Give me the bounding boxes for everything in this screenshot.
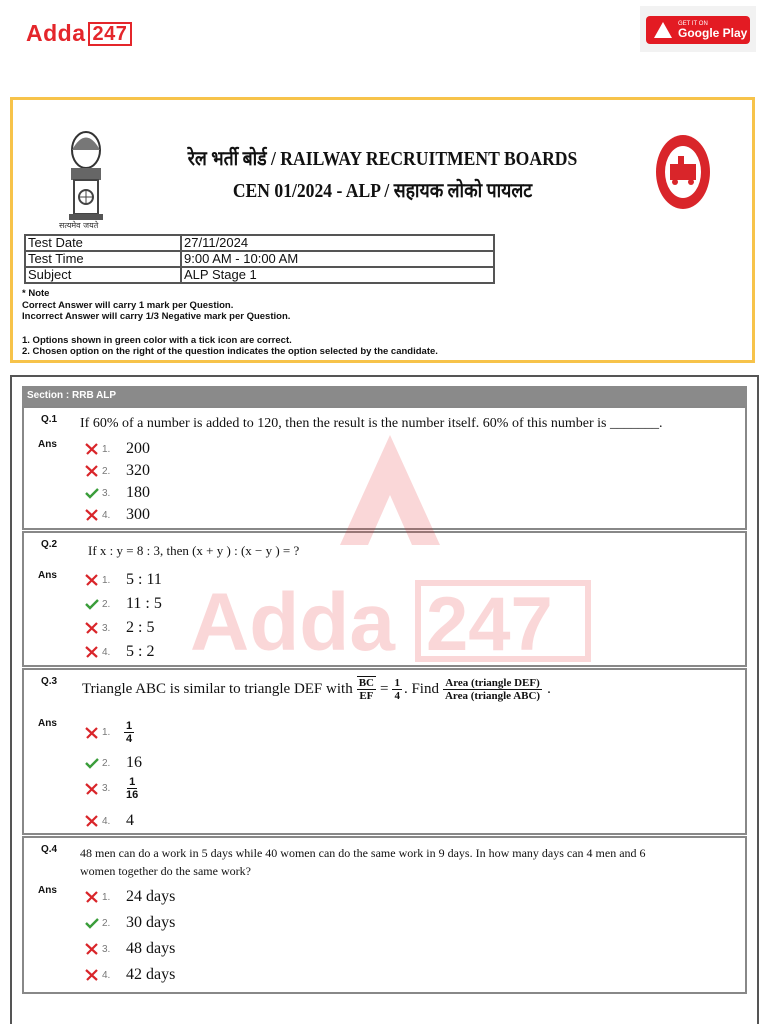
fraction-denominator: 16 [126, 789, 139, 801]
ans-label: Ans [38, 718, 57, 729]
note-line [22, 323, 438, 335]
option-number: 3. [102, 487, 111, 499]
fraction-area-ratio [443, 677, 542, 702]
note-line: Correct Answer will carry 1 mark per Question. [22, 299, 234, 311]
option-number: 2. [102, 757, 111, 769]
google-play-badge[interactable] [640, 6, 756, 52]
cross-icon [84, 968, 100, 982]
cross-icon [84, 726, 100, 740]
option-2 [84, 595, 162, 613]
cross-icon [84, 508, 100, 522]
option-number: 2. [102, 465, 111, 477]
adda247-logo[interactable] [26, 20, 132, 47]
ans-label: Ans [38, 570, 57, 581]
emblem-caption: सत्यमेव जयते [59, 221, 99, 230]
option-number: 3. [102, 943, 111, 955]
option-text: 5 : 11 [126, 571, 162, 588]
fraction-numerator: 1 [126, 720, 133, 732]
option-2 [84, 462, 150, 480]
option-text: 16 [126, 754, 142, 771]
option-text: 4 [126, 812, 134, 829]
option-text: 42 days [126, 966, 176, 983]
tick-icon [84, 916, 100, 930]
option-1 [84, 888, 175, 906]
option-fraction [124, 776, 140, 801]
exam-header [10, 97, 755, 363]
option-number: 4. [102, 646, 111, 658]
fraction-denominator: 4 [126, 733, 133, 745]
option-number: 3. [102, 783, 111, 794]
question-block-q2 [22, 531, 747, 667]
question-block-q3 [22, 668, 747, 835]
option-3 [84, 776, 142, 801]
option-number: 2. [102, 917, 111, 929]
fraction-numerator: 1 [394, 676, 400, 689]
option-text: 30 days [126, 914, 176, 931]
note-line: Incorrect Answer will carry 1/3 Negative mark per Question. [22, 311, 291, 322]
gplay-big-text: Google Play [678, 26, 748, 40]
question-text [82, 676, 551, 702]
option-4 [84, 643, 154, 661]
option-text: 320 [126, 462, 150, 479]
fraction-bc-ef [357, 676, 376, 702]
question-text: If 60% of a number is added to 120, then the result is the number itself. 60% of this number is _______. [80, 416, 663, 431]
fraction-numerator: Area (triangle DEF) [445, 676, 540, 689]
question-block-q1 [22, 406, 747, 530]
option-number: 1. [102, 443, 111, 455]
cross-icon [84, 645, 100, 659]
test-info-table [24, 234, 495, 284]
option-4 [84, 966, 175, 984]
cross-icon [84, 942, 100, 956]
header-title-line1: रेल भर्ती बोर्ड / RAILWAY RECRUITMENT BOARDS [187, 148, 578, 170]
info-value: ALP Stage 1 [181, 267, 494, 283]
section-header: Section : RRB ALP [22, 386, 747, 406]
info-row-subject [25, 267, 494, 283]
info-key: Subject [25, 267, 181, 283]
tick-icon [84, 486, 100, 500]
cross-icon [84, 464, 100, 478]
adda-triangle-icon [654, 22, 672, 38]
question-number: Q.4 [41, 844, 58, 855]
option-text: 5 : 2 [126, 643, 155, 660]
ans-label: Ans [38, 885, 57, 896]
option-text: 180 [126, 484, 150, 501]
watermark-word: Adda [190, 577, 395, 665]
cross-icon [84, 621, 100, 635]
option-number: 1. [102, 574, 111, 586]
option-1 [84, 720, 136, 745]
question-text-part: Triangle ABC is similar to triangle DEF with [82, 680, 353, 697]
cross-icon [84, 814, 100, 828]
option-3 [84, 940, 175, 958]
ans-label: Ans [38, 439, 57, 450]
question-text-line1: 48 men can do a work in 5 days while 40 women can do the same work in 9 days. In how many days can 4 men and 6 [80, 846, 646, 860]
gplay-small-text: GET IT ON [678, 21, 708, 27]
fraction-denominator: EF [359, 690, 374, 702]
question-text-part: . [547, 680, 551, 697]
notes-block [22, 288, 438, 358]
watermark-number: 247 [426, 582, 553, 665]
logo-number: 247 [88, 22, 133, 46]
fraction-numerator: BC [358, 677, 374, 689]
option-text: 24 days [126, 888, 176, 905]
fraction-one-fourth [392, 677, 402, 702]
option-number: 4. [102, 509, 111, 521]
option-number: 1. [102, 727, 111, 738]
option-fraction [124, 720, 134, 745]
indian-railways-logo-icon [654, 132, 712, 212]
logo-word: Adda [26, 20, 86, 46]
option-text: 11 : 5 [126, 595, 162, 612]
google-play-button[interactable] [646, 16, 750, 44]
option-4 [84, 506, 150, 524]
question-number: Q.1 [41, 414, 58, 425]
option-2 [84, 754, 142, 772]
option-text: 200 [126, 440, 150, 457]
tick-icon [84, 597, 100, 611]
info-row-time [25, 251, 494, 267]
option-text: 300 [126, 506, 150, 523]
cross-icon [84, 573, 100, 587]
info-value: 9:00 AM - 10:00 AM [181, 251, 494, 267]
option-2 [84, 914, 175, 932]
header-title-line2: CEN 01/2024 - ALP / सहायक लोको पायलट [232, 180, 533, 202]
question-number: Q.2 [41, 539, 58, 550]
question-text-line2: women together do the same work? [80, 864, 251, 878]
option-number: 1. [102, 891, 111, 903]
option-text: 48 days [126, 940, 176, 957]
note-line: 2. Chosen option on the right of the question indicates the option selected by the candidate. [22, 346, 438, 357]
tick-icon [84, 756, 100, 770]
option-number: 3. [102, 622, 111, 634]
fraction-denominator: Area (triangle ABC) [444, 689, 541, 702]
option-3 [84, 619, 154, 637]
option-text: 2 : 5 [126, 619, 155, 636]
option-1 [84, 440, 150, 458]
question-text-part: . Find [403, 680, 439, 697]
info-key: Test Date [25, 235, 181, 251]
option-4 [84, 812, 134, 830]
option-number: 2. [102, 598, 111, 610]
cross-icon [84, 890, 100, 904]
option-1 [84, 571, 162, 589]
note-line: * Note [22, 288, 50, 299]
option-number: 4. [102, 969, 111, 981]
cross-icon [84, 442, 100, 456]
info-key: Test Time [25, 251, 181, 267]
option-3 [84, 484, 150, 502]
fraction-numerator: 1 [129, 776, 136, 788]
question-number: Q.3 [41, 676, 58, 687]
fraction-denominator: 4 [394, 689, 400, 702]
note-line: 1. Options shown in green color with a tick icon are correct. [22, 334, 292, 346]
question-text: If x : y = 8 : 3, then (x + y ) : (x − y ) = ? [88, 543, 300, 558]
cross-icon [84, 782, 100, 796]
equals-sign: = [379, 680, 389, 697]
info-row-date [25, 235, 494, 251]
info-value: 27/11/2024 [181, 235, 494, 251]
option-number: 4. [102, 815, 111, 827]
question-block-q4 [22, 836, 747, 994]
